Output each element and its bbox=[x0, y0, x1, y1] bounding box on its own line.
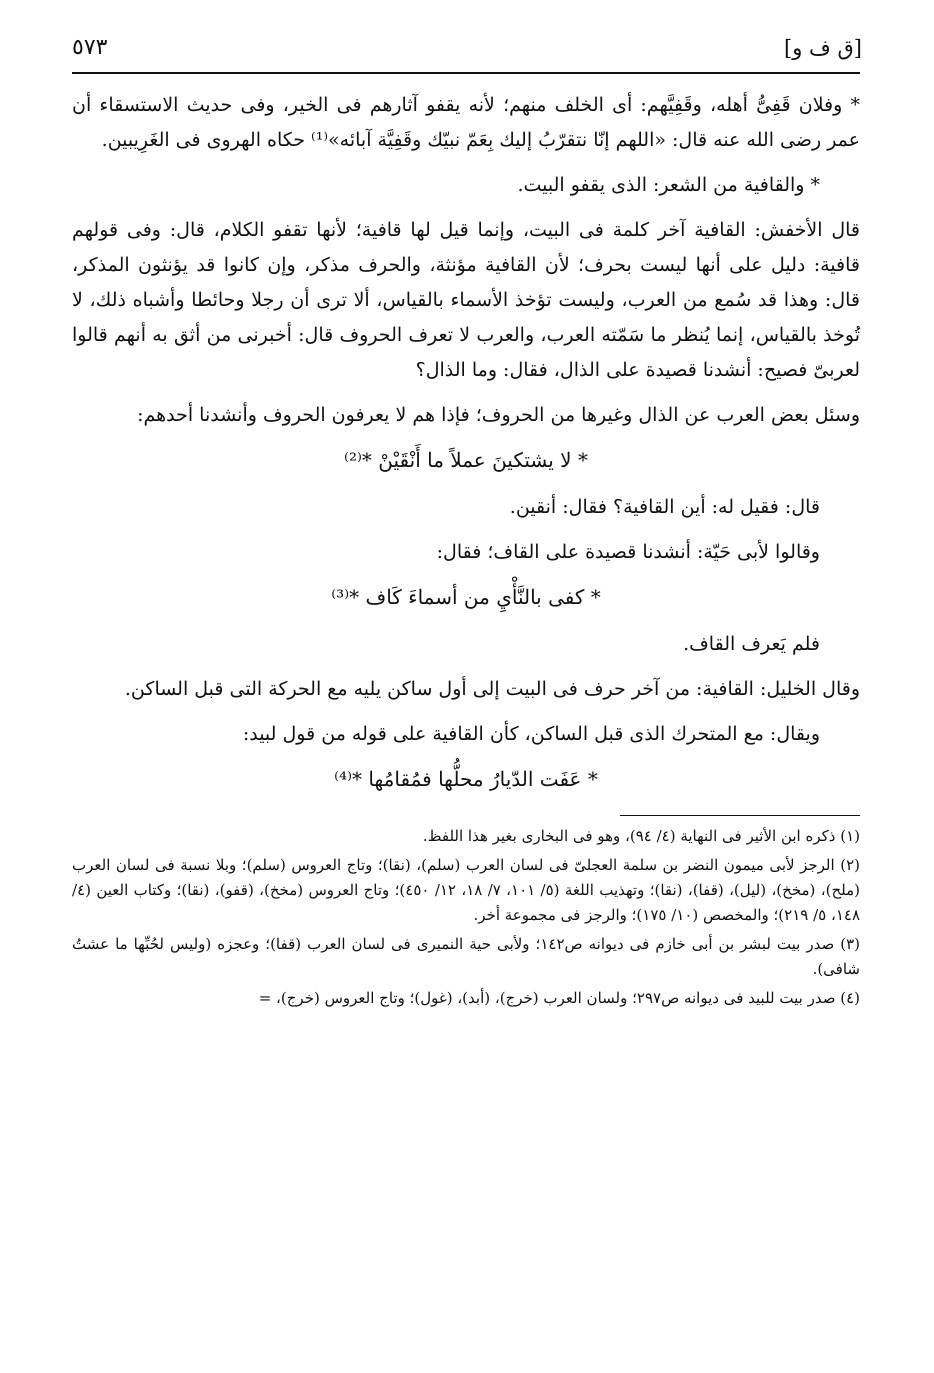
line-after-verse-2: فلم يَعرف القاف. bbox=[683, 633, 820, 655]
line-abu-hayya: وقالوا لأبى حَيّة: أنشدنا قصيدة على القاف؛ فقال: bbox=[436, 541, 820, 563]
line-yuqal: ويقال: مع المتحرك الذى قبل الساكن، كأن القافية على قوله من قول لبيد: bbox=[242, 723, 820, 745]
paragraph-qafiya-definition: * والقافية من الشعر: الذى يقفو البيت. bbox=[517, 174, 820, 196]
page-number: ٥٧٣ bbox=[72, 35, 108, 60]
paragraph-khalil: وقال الخليل: القافية: من آخر حرف فى البيت إلى أول ساكن يليه مع الحركة التى قبل الساكن. bbox=[124, 678, 860, 700]
verse-1: * لا يشتكينَ عملاً ما أَنْقَيْنْ *⁽²⁾ bbox=[344, 448, 588, 472]
verse-2: * كفى بالنَّأْيِ من أسماءَ كَاف *⁽³⁾ bbox=[331, 585, 601, 609]
footnotes bbox=[72, 824, 860, 1011]
paragraph-arab-letters: وسئل بعض العرب عن الذال وغيرها من الحروف؛ فإذا هم لا يعرفون الحروف وأنشدنا أحدهم: bbox=[137, 404, 860, 426]
paragraph-qafiy: * وفلان قَفِىُّ أهله، وقَفِيَّهم: أى الخلف منهم؛ لأنه يقفو آثارهم فى الخير، وفى حديث الاستسقاء أن عمر رضى الله عنه قال: «اللهم إنّا نتقرّبُ إليك بِعَمّ نبيّك وقَفِيَّة آبائه»⁽¹⁾ حكاه الهروى فى الغَرِيبين. bbox=[72, 94, 860, 151]
footnote-3: (٣) صدر بيت لبشر بن أبى خازم فى ديوانه ص١٤٢؛ ولأبى حية النميرى فى لسان العرب (قفا)؛ وعجزه (وليس لحُبِّها ما عشتُ شافى). bbox=[72, 935, 861, 978]
footnote-rule bbox=[620, 815, 860, 816]
verse-3: * عَفَت الدّيارُ محلُّها فمُقامُها *⁽⁴⁾ bbox=[334, 767, 598, 791]
footnote-4: (٤) صدر بيت للبيد فى ديوانه ص٢٩٧؛ ولسان العرب (خرج)، (أبد)، (غول)؛ وتاج العروس (خرج)، = bbox=[258, 989, 860, 1007]
header-rule bbox=[72, 72, 860, 74]
line-after-verse-1: قال: فقيل له: أين القافية؟ فقال: أنقين. bbox=[509, 496, 820, 518]
footnote-1: (١) ذكره ابن الأثير فى النهاية (٤/ ٩٤)، وهو فى البخارى بغير هذا اللفظ. bbox=[422, 827, 860, 845]
paragraph-akhfash: قال الأخفش: القافية آخر كلمة فى البيت، وإنما قيل لها قافية؛ لأنها تقفو الكلام، قال: وفى قولهم قافية: دليل على أنها ليست بحرف؛ لأن القافية مؤنثة، والحرف مذكر، وإن كانوا قد يؤنثون المذكر، قال: وهذا قد سُمع من العرب، وليست تؤخذ الأسماء بالقياس، ألا ترى أن رجلا وحائطا وأشباه ذلك، لا تُوخذ بالقياس، إنما يُنظر ما سَمّته العرب، والعرب لا تعرف الحروف قال: أخبرنى من أثق به أنهم قالوا لعربىّ فصيح: أنشدنا قصيدة على الذال، فقال: وما الذال؟ bbox=[72, 219, 860, 381]
page-header bbox=[72, 34, 860, 72]
main-text bbox=[72, 88, 860, 797]
footnote-2: (٢) الرجز لأبى ميمون النضر بن سلمة العجلىّ فى لسان العرب (سلم)، (نقا)؛ وتاج العروس (سلم)؛ وبلا نسبة فى لسان العرب (ملح)، (مخخ)، (ليل)، (قفا)، (نقا)؛ وتهذيب اللغة (٥/ ١٠١، ٧/ ١٨، ١٢/ ٤٥٠)؛ وتاج العروس (مخخ)، (قفو)، (نقا)؛ وكتاب العين (٤/ ١٤٨، ٥/ ٢١٩)؛ والمخصص (١٠/ ١٧٥)؛ والرجز فى مجموعة أخر. bbox=[72, 856, 860, 924]
root-letters: [ق ف و] bbox=[784, 36, 862, 60]
